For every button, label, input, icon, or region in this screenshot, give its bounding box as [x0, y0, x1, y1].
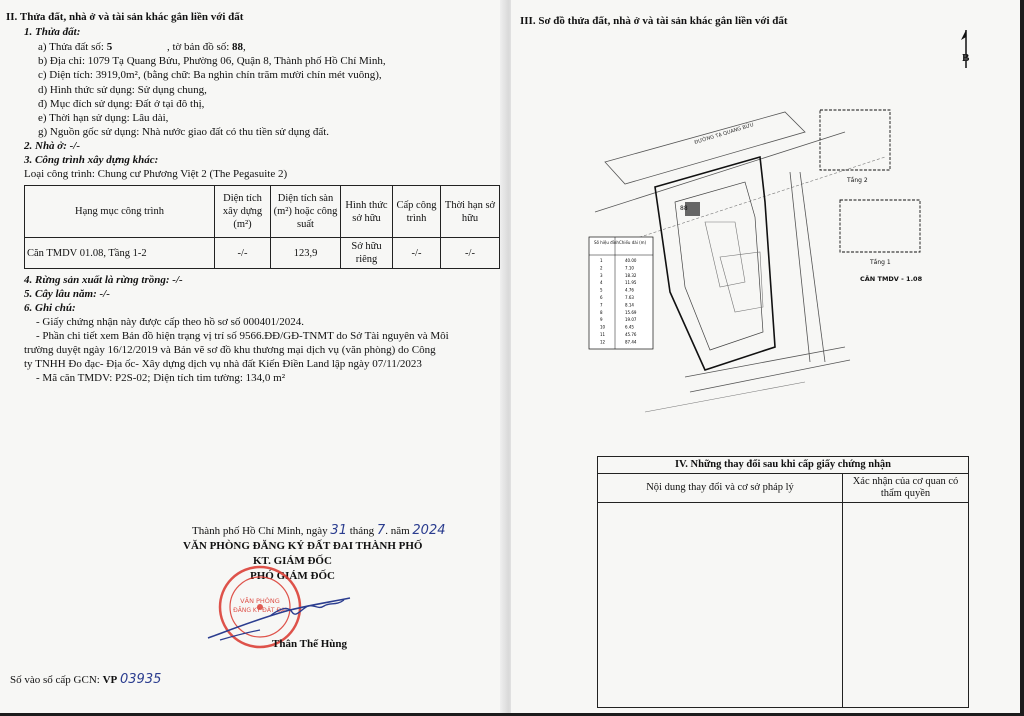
- land-heading: 1. Thửa đất:: [24, 26, 81, 38]
- construction-table: [24, 185, 500, 269]
- edge-vertex: 1: [600, 258, 603, 263]
- land-use-form: d) Hình thức sử dụng: Sử dụng chung,: [38, 84, 207, 96]
- col-grade: Cấp công trình: [393, 186, 441, 238]
- note-2c: ty TNHH Đo đạc- Địa ốc- Xây dựng dịch vụ nhà đất Kiến Điền Land lập ngày 07/11/2023: [24, 358, 422, 370]
- floor1-plan: [840, 200, 920, 252]
- note-2b: trường duyệt ngày 16/12/2019 và Bản vẽ sơ đồ khu thương mại dịch vụ (văn phòng) do Công: [24, 344, 436, 356]
- edge-length: 4.76: [625, 287, 634, 293]
- land-area: c) Diện tích: 3919,0m², (bằng chữ: Ba nghìn chín trăm mười chín mét vuông),: [38, 69, 382, 81]
- edge-length: 11.95: [625, 280, 637, 286]
- edge-length: 45.76: [625, 332, 637, 337]
- edge-length: 6.45: [625, 324, 634, 330]
- note-3: - Mã căn TMDV: P2S-02; Diện tích tim tường: 134,0 m²: [36, 372, 286, 384]
- note-1: - Giấy chứng nhận này được cấp theo hồ sơ số 000401/2024.: [36, 316, 304, 328]
- sign-year: 2024: [412, 523, 446, 538]
- land-use-purpose: đ) Mục đích sử dụng: Đất ở tại đô thị,: [38, 98, 205, 110]
- edge-length: 7.10: [625, 265, 634, 271]
- map-sheet-number: 88: [232, 41, 244, 53]
- col-build-area: Diện tích xây dựng (m²): [215, 186, 271, 238]
- signer-name: Thân Thế Hùng: [272, 638, 348, 650]
- edge-length: 87.44: [625, 339, 637, 345]
- notes-heading: 6. Ghi chú:: [24, 302, 76, 314]
- note-2a: - Phần chi tiết xem Bản đồ hiện trạng vị trí số 9566.ĐĐ/GĐ-TNMT do Sở Tài nguyên và Môi: [36, 330, 449, 342]
- edge-vertex: 3: [600, 272, 603, 278]
- land-address: b) Địa chỉ: 1079 Tạ Quang Bửu, Phường 06, Quận 8, Thành phố Hồ Chí Minh,: [38, 55, 386, 67]
- edge-vertex: 8: [600, 309, 603, 315]
- edge-col-length: Chiều dài (m): [619, 240, 647, 245]
- sign-month: 7: [376, 523, 386, 538]
- registry-line: Số vào sổ cấp GCN: VP 03935: [10, 672, 162, 687]
- street-label: ĐƯỜNG TẠ QUANG BỬU: [693, 122, 755, 146]
- kt-director: KT. GIÁM ĐỐC: [253, 555, 332, 567]
- edge-vertex: 7: [600, 302, 603, 308]
- table-row: [25, 238, 500, 269]
- changes-col-confirm: Xác nhận của cơ quan có thẩm quyền: [843, 474, 969, 503]
- edge-vertex: 12: [600, 339, 606, 345]
- edge-length: 8.14: [625, 302, 634, 308]
- changes-col-content: Nội dung thay đổi và cơ sở pháp lý: [598, 474, 843, 503]
- edge-length: 7.63: [625, 295, 634, 300]
- house-line: 2. Nhà ở: -/-: [24, 140, 81, 152]
- changes-body-row: [598, 503, 969, 708]
- construction-heading: 3. Công trình xây dựng khác:: [24, 154, 159, 166]
- col-floor-area: Diện tích sàn (m²) hoặc công suất: [271, 186, 341, 238]
- unit-label: CĂN TMDV - 1.08: [860, 275, 923, 283]
- cell-build-area: -/-: [215, 238, 271, 269]
- edge-length: 19.07: [625, 317, 637, 323]
- edge-col-vertex: Số hiệu đỉnh: [594, 240, 619, 245]
- col-item: Hạng mục công trình: [25, 186, 215, 238]
- edge-vertex: 9: [600, 317, 603, 323]
- cell-grade: -/-: [393, 238, 441, 269]
- edge-vertex: 4: [600, 280, 603, 286]
- col-term: Thời hạn sở hữu: [441, 186, 500, 238]
- changes-title: IV. Những thay đổi sau khi cấp giấy chứng nhận: [598, 457, 969, 474]
- col-ownership: Hình thức sở hữu: [341, 186, 393, 238]
- land-use-term: e) Thời hạn sử dụng: Lâu dài,: [38, 112, 169, 124]
- edge-length: 15.69: [625, 309, 637, 315]
- svg-text:VĂN PHÒNG: VĂN PHÒNG: [240, 597, 280, 605]
- land-origin: g) Nguồn gốc sử dụng: Nhà nước giao đất có thu tiền sử dụng đất.: [38, 126, 330, 138]
- parcel-label: 88: [680, 205, 688, 212]
- perennial-line: 5. Cây lâu năm: -/-: [24, 288, 110, 300]
- scan-edge-right: [1020, 0, 1024, 716]
- floor2-label: Tầng 2: [847, 177, 868, 184]
- cell-item: Căn TMDV 01.08, Tầng 1-2: [25, 238, 215, 269]
- edge-vertex: 5: [600, 287, 603, 293]
- cell-floor-area: 123,9: [271, 238, 341, 269]
- svg-text:ĐĂNG KÝ ĐẤT ĐAI: ĐĂNG KÝ ĐẤT ĐAI: [233, 607, 287, 614]
- cell-ownership: Sở hữu riêng: [341, 238, 393, 269]
- edge-vertex: 11: [600, 332, 606, 337]
- edge-vertex: 10: [600, 324, 606, 330]
- land-a-mid: , tờ bản đồ số:: [166, 41, 230, 53]
- deputy-director: PHÓ GIÁM ĐỐC: [250, 570, 335, 582]
- land-a-prefix: a) Thửa đất số:: [38, 41, 104, 53]
- edge-vertex: 2: [600, 265, 603, 271]
- construction-type: Loại công trình: Chung cư Phương Việt 2 (The Pegasuite 2): [24, 168, 288, 180]
- section-iii-title: III. Sơ đồ thửa đất, nhà ở và tài sản khác gắn liền với đất: [520, 15, 788, 27]
- edge-length: 40.00: [625, 258, 637, 263]
- cell-term: -/-: [441, 238, 500, 269]
- sign-day: 31: [330, 523, 347, 538]
- edge-length-table: [589, 237, 653, 349]
- parcel-map-diagram: [585, 92, 985, 442]
- edge-vertex: 6: [600, 295, 603, 300]
- table-header-row: [25, 186, 500, 238]
- office-name: VĂN PHÒNG ĐĂNG KÝ ĐẤT ĐAI THÀNH PHỐ: [183, 540, 423, 552]
- parcel-number: 5: [106, 41, 113, 53]
- floor1-label: Tầng 1: [870, 259, 891, 266]
- edge-length: 18.32: [625, 272, 637, 278]
- registry-number: 03935: [120, 672, 162, 687]
- north-label: B: [962, 52, 970, 64]
- sign-date-line: Thành phố Hồ Chí Minh, ngày 31 tháng 7. năm 2024: [192, 523, 446, 538]
- floor2-plan: [820, 110, 890, 170]
- land-parcel-line: a) Thửa đất số: 5 , tờ bản đồ số: 88,: [38, 41, 246, 53]
- section-ii-title: II. Thửa đất, nhà ở và tài sản khác gắn liền với đất: [6, 11, 244, 23]
- forest-line: 4. Rừng sản xuất là rừng trồng: -/-: [24, 274, 183, 286]
- north-arrow-icon: [954, 28, 978, 72]
- changes-table: [597, 456, 969, 708]
